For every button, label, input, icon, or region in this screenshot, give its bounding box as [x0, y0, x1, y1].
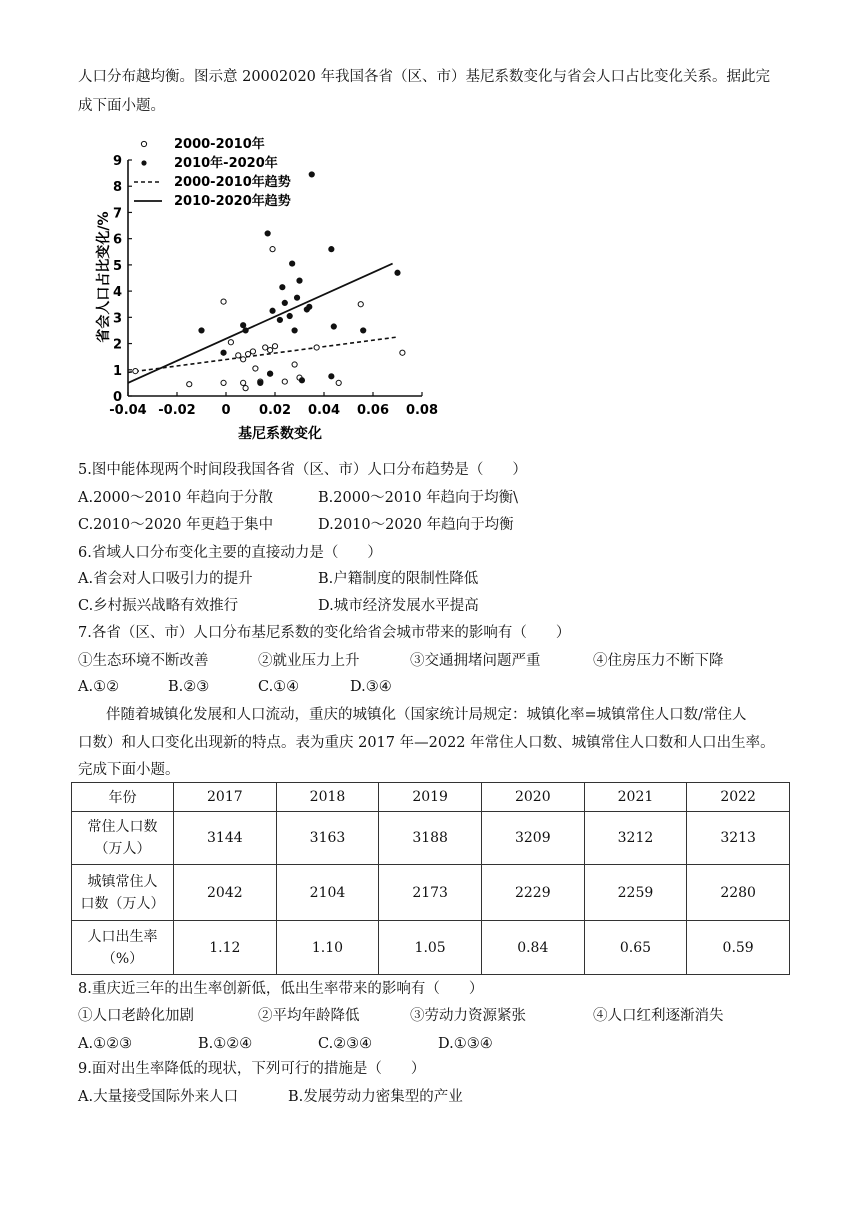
q5-option-d[interactable]: D.2010～2020 年趋向于均衡	[318, 517, 514, 533]
point-2000-2010	[400, 350, 405, 355]
table-cell: 2173	[379, 865, 482, 921]
y-tick-label: 9	[112, 154, 122, 169]
table-cell: 3188	[379, 812, 482, 865]
question-6-stem: 6.省域人口分布变化主要的直接动力是（ ）	[78, 545, 382, 561]
point-2000-2010	[336, 380, 341, 385]
point-2000-2010	[270, 247, 275, 252]
table-header-cell: 2018	[276, 783, 379, 812]
point-2010-2020	[280, 285, 285, 290]
q8-item-2: ②平均年龄降低	[258, 1008, 360, 1024]
q8-option-c[interactable]: C.②③④	[318, 1036, 373, 1052]
table-cell: 0.84	[481, 921, 584, 975]
q6-option-d[interactable]: D.城市经济发展水平提高	[318, 598, 479, 614]
table-header-cell: 2017	[174, 783, 277, 812]
table-header-cell: 2019	[379, 783, 482, 812]
legend-label: 2000-2010年趋势	[174, 175, 291, 190]
table-cell: 0.65	[584, 921, 687, 975]
point-2010-2020	[290, 261, 295, 266]
point-2000-2010	[282, 379, 287, 384]
point-2010-2020	[361, 328, 366, 333]
y-tick-label: 8	[112, 180, 122, 196]
table-cell: 2229	[481, 865, 584, 921]
trend-line-2000-2010	[128, 337, 398, 372]
x-tick-label: 0	[221, 403, 231, 418]
table-header-cell: 2020	[481, 783, 584, 812]
y-tick-label: 3	[112, 311, 122, 327]
point-2010-2020	[331, 324, 336, 329]
point-2010-2020	[277, 317, 282, 322]
q6-option-c[interactable]: C.乡村振兴战略有效推行	[78, 598, 239, 614]
point-2010-2020	[329, 374, 334, 379]
q7-option-a[interactable]: A.①②	[78, 679, 120, 695]
y-tick-label: 4	[112, 285, 122, 301]
point-2000-2010	[243, 386, 248, 391]
row-label: 人口出生率 （%）	[72, 921, 174, 975]
table-cell: 2259	[584, 865, 687, 921]
point-2000-2010	[241, 380, 246, 385]
row-label: 城镇常住人 口数（万人）	[72, 865, 174, 921]
point-2000-2010	[245, 351, 250, 356]
point-2000-2010	[228, 340, 233, 345]
point-2000-2010	[221, 299, 226, 304]
question-7-stem: 7.各省（区、市）人口分布基尼系数的变化给省会城市带来的影响有（ ）	[78, 625, 571, 641]
x-tick-label: 0.02	[258, 403, 292, 418]
y-tick-label: 5	[112, 258, 122, 274]
passage2-line-3: 完成下面小题。	[78, 762, 180, 778]
q9-option-a[interactable]: A.大量接受国际外来人口	[78, 1089, 239, 1105]
q8-item-1: ①人口老龄化加剧	[78, 1008, 194, 1024]
table-cell: 1.05	[379, 921, 482, 975]
passage2-line-1: 伴随着城镇化发展和人口流动，重庆的城镇化（国家统计局规定：城镇化率=城镇常住人口数/常住人	[106, 707, 747, 723]
gini-scatter-chart	[90, 132, 450, 462]
point-2010-2020	[297, 278, 302, 283]
point-2010-2020	[292, 328, 297, 333]
table-cell: 2104	[276, 865, 379, 921]
q6-option-a[interactable]: A.省会对人口吸引力的提升	[78, 571, 253, 587]
point-2010-2020	[287, 313, 292, 318]
legend-label: 2010-2020年趋势	[174, 194, 291, 209]
q7-item-2: ②就业压力上升	[258, 653, 360, 669]
y-tick-label: 2	[112, 337, 122, 353]
table-header-year: 年份	[72, 783, 174, 812]
point-2010-2020	[395, 270, 400, 275]
point-2000-2010	[241, 357, 246, 362]
q7-option-d[interactable]: D.③④	[350, 679, 392, 695]
point-2000-2010	[292, 362, 297, 367]
q8-option-b[interactable]: B.①②④	[198, 1036, 253, 1052]
legend-symbol	[141, 141, 146, 146]
table-header-cell: 2022	[687, 783, 790, 812]
q7-item-3: ③交通拥堵问题严重	[410, 653, 541, 669]
chongqing-population-table	[71, 782, 790, 975]
table-cell: 3209	[481, 812, 584, 865]
table-cell: 3213	[687, 812, 790, 865]
chart-y-label: 省会人口占比变化/%	[96, 211, 112, 343]
point-2010-2020	[294, 295, 299, 300]
point-2000-2010	[263, 345, 268, 350]
table-header-cell: 2021	[584, 783, 687, 812]
q8-option-a[interactable]: A.①②③	[78, 1036, 133, 1052]
q5-option-c[interactable]: C.2010～2020 年更趋于集中	[78, 517, 274, 533]
table-cell: 3212	[584, 812, 687, 865]
table-cell: 1.10	[276, 921, 379, 975]
q6-option-b[interactable]: B.户籍制度的限制性降低	[318, 571, 479, 587]
chart-legend	[134, 136, 291, 209]
chart-x-label: 基尼系数变化	[238, 426, 322, 442]
chart-trend-lines	[128, 264, 398, 383]
point-2010-2020	[258, 380, 263, 385]
point-2010-2020	[221, 350, 226, 355]
table-cell: 2042	[174, 865, 277, 921]
point-2010-2020	[270, 308, 275, 313]
question-8-stem: 8.重庆近三年的出生率创新低，低出生率带来的影响有（ ）	[78, 981, 484, 997]
legend-label: 2000-2010年	[174, 137, 265, 152]
table-cell: 3144	[174, 812, 277, 865]
table-row	[72, 865, 790, 921]
point-2000-2010	[250, 349, 255, 354]
point-2010-2020	[199, 328, 204, 333]
y-tick-label: 0	[112, 390, 122, 405]
table-cell: 2280	[687, 865, 790, 921]
q9-option-b[interactable]: B.发展劳动力密集型的产业	[288, 1089, 463, 1105]
q8-item-4: ④人口红利逐渐消失	[593, 1008, 724, 1024]
point-2000-2010	[272, 344, 277, 349]
table-cell: 0.59	[687, 921, 790, 975]
trend-line-2010-2020	[128, 264, 393, 383]
table-row	[72, 812, 790, 865]
table-row	[72, 921, 790, 975]
point-2000-2010	[314, 345, 319, 350]
q7-item-1: ①生态环境不断改善	[78, 653, 209, 669]
point-2000-2010	[221, 380, 226, 385]
point-2000-2010	[187, 382, 192, 387]
question-9-stem: 9.面对出生率降低的现状，下列可行的措施是（ ）	[78, 1061, 426, 1077]
intro-line-2: 成下面小题。	[78, 98, 165, 114]
x-tick-label: -0.02	[158, 403, 196, 418]
legend-symbol	[141, 160, 146, 165]
point-2010-2020	[299, 378, 304, 383]
table-cell: 3163	[276, 812, 379, 865]
x-tick-label: -0.04	[109, 403, 147, 418]
question-5-stem: 5.图中能体现两个时间段我国各省（区、市）人口分布趋势是（ ）	[78, 462, 527, 478]
y-tick-label: 6	[112, 232, 122, 248]
point-2010-2020	[243, 328, 248, 333]
table-header-row	[72, 783, 790, 812]
point-2010-2020	[307, 304, 312, 309]
point-2000-2010	[133, 368, 138, 373]
y-tick-label: 7	[112, 206, 122, 222]
point-2010-2020	[309, 172, 314, 177]
point-2010-2020	[265, 231, 270, 236]
row-label: 常住人口数 （万人）	[72, 812, 174, 865]
legend-label: 2010年-2020年	[174, 156, 278, 171]
q7-option-b[interactable]: B.②③	[168, 679, 210, 695]
q5-option-a[interactable]: A.2000～2010 年趋向于分散	[78, 490, 273, 506]
intro-line-1: 人口分布越均衡。图示意 20002020 年我国各省（区、市）基尼系数变化与省会人口占比变化关系。据此完	[78, 69, 771, 85]
point-2000-2010	[268, 348, 273, 353]
point-2000-2010	[236, 353, 241, 358]
y-tick-label: 1	[112, 363, 122, 379]
x-tick-label: 0.08	[405, 403, 439, 418]
x-tick-label: 0.04	[307, 403, 341, 418]
point-2010-2020	[241, 323, 246, 328]
point-2010-2020	[282, 300, 287, 305]
q5-option-b[interactable]: B.2000～2010 年趋向于均衡\	[318, 490, 519, 506]
q8-item-3: ③劳动力资源紧张	[410, 1008, 526, 1024]
point-2000-2010	[358, 302, 363, 307]
x-tick-label: 0.06	[356, 403, 390, 418]
q7-option-c[interactable]: C.①④	[258, 679, 300, 695]
point-2010-2020	[268, 371, 273, 376]
point-2010-2020	[329, 247, 334, 252]
passage2-line-2: 口数）和人口变化出现新的特点。表为重庆 2017 年—2022 年常住人口数、城镇常住人口数和人口出生率。	[78, 735, 775, 751]
table-cell: 1.12	[174, 921, 277, 975]
point-2000-2010	[253, 366, 258, 371]
q7-item-4: ④住房压力不断下降	[593, 653, 724, 669]
q8-option-d[interactable]: D.①③④	[438, 1036, 493, 1052]
